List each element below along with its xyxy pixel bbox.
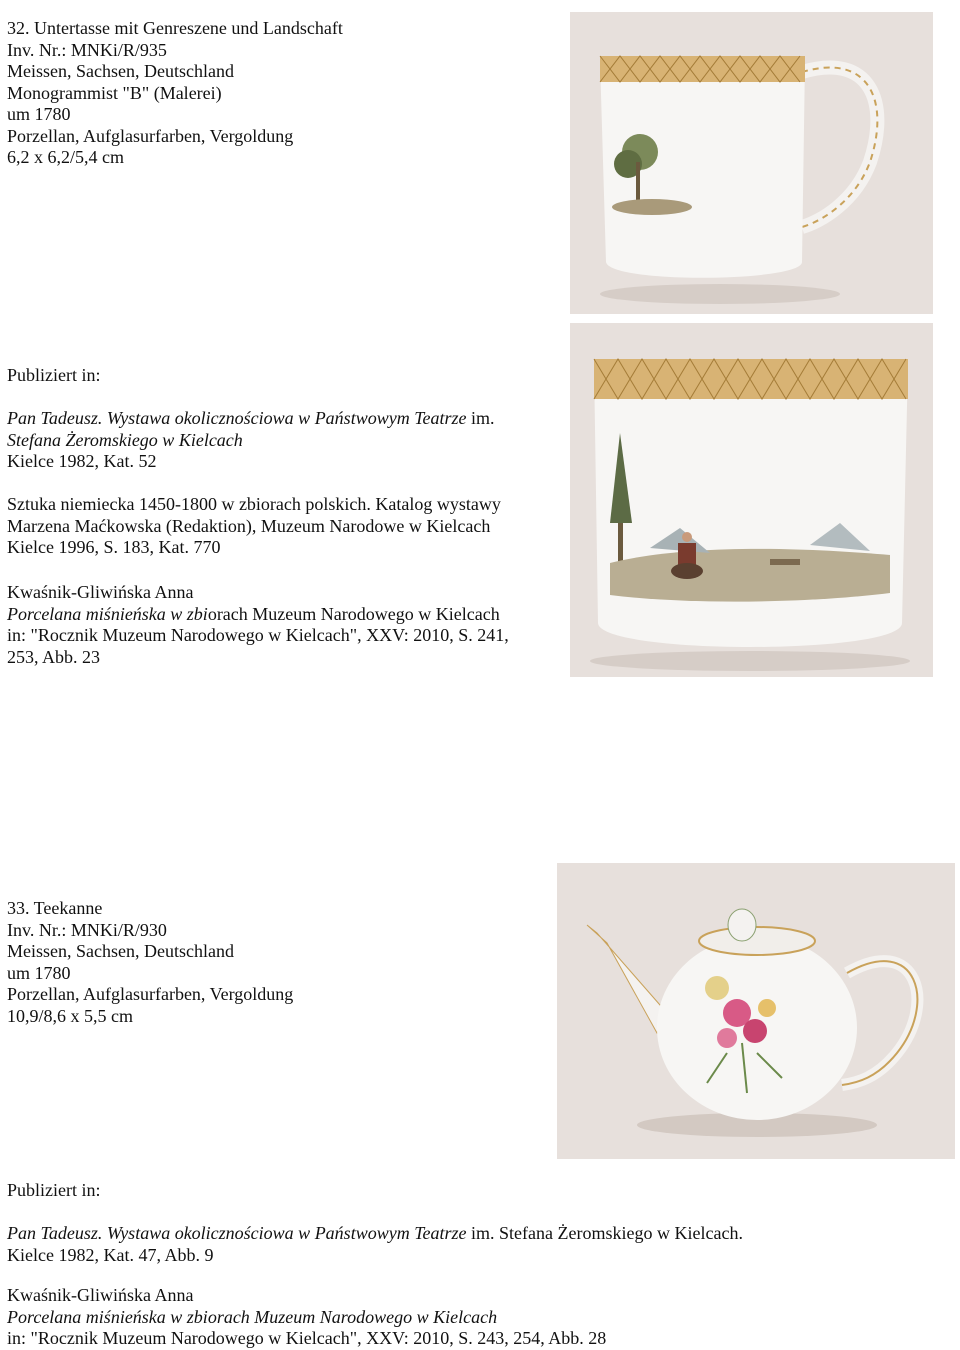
- reference-2: [7, 494, 501, 559]
- reference-title: Porcelana miśnieńska w zbiorach Muzeum Narodowego w Kielcach: [7, 1306, 498, 1327]
- item-32-header: [7, 18, 343, 169]
- reference-title: Pan Tadeusz. Wystawa okolicznościowa w Państwowym Teatrze: [7, 1223, 467, 1243]
- inventory-number: Inv. Nr.: MNKi/R/930: [7, 919, 167, 940]
- reference-33-1: [7, 1223, 743, 1266]
- cup-front-illustration: [570, 323, 933, 677]
- published-heading: Publiziert in:: [7, 365, 101, 385]
- reference-editor: Marzena Maćkowska (Redaktion), Muzeum Narodowe w Kielcach: [7, 515, 491, 536]
- reference-pub: Kielce 1982, Kat. 52: [7, 451, 157, 471]
- item-title: 33. Teekanne: [7, 898, 103, 918]
- dimensions: 6,2 x 6,2/5,4 cm: [7, 147, 124, 167]
- reference-1: [7, 408, 495, 473]
- item-title: 32. Untertasse mit Genreszene und Landschaft: [7, 18, 343, 38]
- cup-front-photo: [570, 323, 933, 677]
- reference-title-line2: Stefana Żeromskiego w Kielcach: [7, 429, 243, 450]
- material: Porzellan, Aufglasurfarben, Vergoldung: [7, 125, 294, 146]
- teapot-illustration: [557, 863, 955, 1159]
- cup-side-photo: [570, 12, 933, 314]
- origin: Meissen, Sachsen, Deutschland: [7, 941, 234, 961]
- material: Porzellan, Aufglasurfarben, Vergoldung: [7, 984, 294, 1004]
- reference-title-cont: im.: [466, 408, 495, 428]
- cup-side-illustration: [570, 12, 933, 314]
- reference-title-cont: im. Stefana Żeromskiego w Kielcach.: [466, 1223, 743, 1243]
- reference-title: Pan Tadeusz. Wystawa okolicznościowa w Państwowym Teatrze: [7, 408, 467, 428]
- date: um 1780: [7, 104, 71, 124]
- reference-title-cont: orach Muzeum Narodowego w Kielcach: [207, 603, 500, 624]
- item-33-header: [7, 898, 293, 1027]
- artist: Monogrammist "B" (Malerei): [7, 82, 222, 103]
- reference-title: Porcelana miśnieńska w zbi: [7, 603, 208, 624]
- dimensions: 10,9/8,6 x 5,5 cm: [7, 1005, 133, 1026]
- published-heading-33: Publiziert in:: [7, 1180, 101, 1200]
- date: um 1780: [7, 962, 71, 983]
- reference-pages: 253, Abb. 23: [7, 646, 101, 667]
- reference-pub: Kielce 1982, Kat. 47, Abb. 9: [7, 1244, 214, 1265]
- reference-journal: in: "Rocznik Muzeum Narodowego w Kielcach", XXV: 2010, S. 243, 254, Abb. 28: [7, 1328, 607, 1348]
- reference-author: Kwaśnik-Gliwińska Anna: [7, 1285, 194, 1305]
- reference-pub: Kielce 1996, S. 183, Kat. 770: [7, 537, 221, 557]
- reference-title: Sztuka niemiecka 1450-1800 w zbiorach polskich. Katalog wystawy: [7, 494, 501, 514]
- teapot-photo: [557, 863, 955, 1159]
- reference-3: [7, 582, 509, 668]
- inventory-number: Inv. Nr.: MNKi/R/935: [7, 39, 167, 60]
- reference-author: Kwaśnik-Gliwińska Anna: [7, 582, 194, 602]
- origin: Meissen, Sachsen, Deutschland: [7, 61, 234, 81]
- reference-33-2: [7, 1285, 606, 1350]
- reference-journal: in: "Rocznik Muzeum Narodowego w Kielcach", XXV: 2010, S. 241,: [7, 625, 509, 645]
